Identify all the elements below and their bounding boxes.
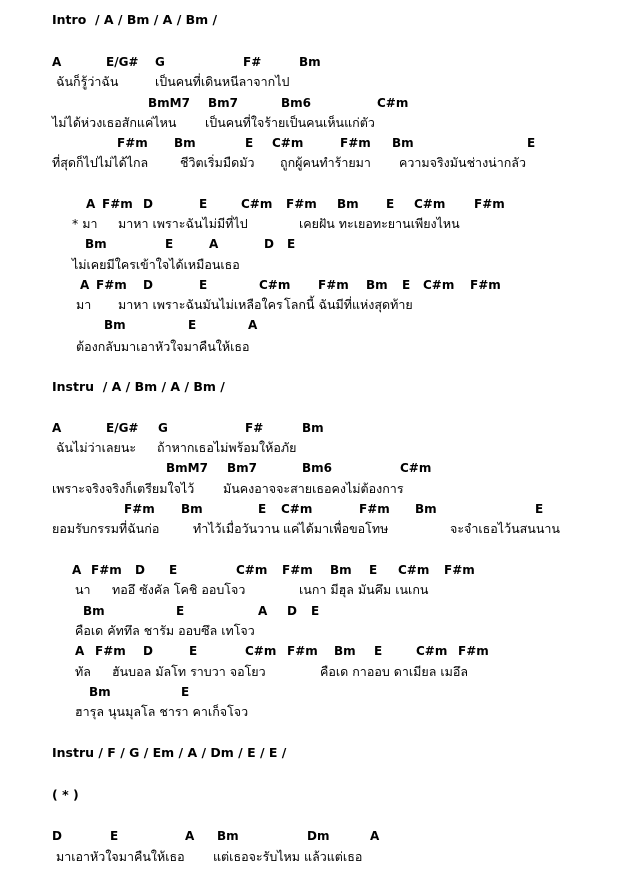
chord-label: F#m	[444, 563, 475, 577]
lyric-text: คือเด กาออบ ดาเมียล เมอึล	[320, 664, 469, 679]
chord-label: Bm	[217, 829, 239, 843]
chord-label: C#m	[236, 563, 268, 577]
chord-label: Bm	[337, 197, 359, 211]
lyric-text: นา	[75, 582, 91, 597]
lyric-text: ฮันบอล มัลโท ราบวา จอโยว	[112, 664, 266, 679]
chord-label: BmM7	[148, 96, 190, 110]
chord-label: F#m	[95, 644, 126, 658]
lyric-text: แค่ได้มาเพื่อขอโทษ	[283, 521, 389, 536]
chord-label: E	[181, 685, 190, 699]
lyric-text: ถ้าหากเธอไม่พร้อมให้อภัย	[157, 440, 297, 455]
lyric-text: ต้องกลับมาเอาหัวใจมาคืนให้เธอ	[76, 339, 250, 354]
chord-label: C#m	[400, 461, 432, 475]
lyric-text: ทออึ ซังคัล โคชิ ออบโจว	[112, 582, 246, 597]
chord-label: D	[135, 563, 145, 577]
chord-label: E	[402, 278, 411, 292]
lyric-text: ฉันก็รู้ว่าฉัน	[56, 74, 119, 89]
chord-label: F#m	[124, 502, 155, 516]
lyric-text: ความจริงมันช่างน่ากลัว	[399, 155, 526, 170]
chord-label: E/G#	[106, 421, 139, 435]
chord-label: C#m	[398, 563, 430, 577]
lyric-text: ทำไว้เมื่อวันวาน	[193, 521, 280, 536]
chord-label: E	[169, 563, 178, 577]
chord-label: Bm	[174, 136, 196, 150]
section-header: Instru / F / G / Em / A / Dm / E / E /	[52, 745, 287, 760]
chord-label: A	[185, 829, 195, 843]
chord-label: F#m	[117, 136, 148, 150]
lyric-text: ที่สุดก็ไปไม่ได้ไกล	[52, 155, 149, 170]
chord-label: G	[158, 421, 168, 435]
chord-label: E	[374, 644, 383, 658]
chord-label: E	[110, 829, 119, 843]
chord-label: G	[155, 55, 165, 69]
chord-label: C#m	[377, 96, 409, 110]
chord-label: Bm	[299, 55, 321, 69]
chord-label: A	[209, 237, 219, 251]
chord-label: E	[245, 136, 254, 150]
chord-label: Bm7	[227, 461, 257, 475]
chord-label: C#m	[272, 136, 304, 150]
chord-label: Bm	[415, 502, 437, 516]
chord-label: E	[188, 318, 197, 332]
chord-label: Bm	[330, 563, 352, 577]
chord-label: F#m	[470, 278, 501, 292]
lyric-text: จะจำเธอไว้นสนนาน	[450, 521, 560, 536]
lyric-text: ไม่ได้ห่วงเธอสักแค่ไหน	[52, 115, 177, 130]
lyric-text: เป็นคนที่ใจร้ายเป็นคนเห็นแก่ตัว	[205, 115, 375, 130]
section-header: Instru / A / Bm / A / Bm /	[52, 379, 225, 394]
lyric-text: ไม่เคยมีใครเข้าใจได้เหมือนเธอ	[72, 257, 240, 272]
chord-label: C#m	[281, 502, 313, 516]
chord-label: D	[143, 644, 153, 658]
chord-label: C#m	[245, 644, 277, 658]
chord-label: D	[264, 237, 274, 251]
chord-label: Bm7	[208, 96, 238, 110]
chord-label: F#m	[91, 563, 122, 577]
chord-label: A	[75, 644, 85, 658]
chord-label: E	[189, 644, 198, 658]
chord-label: A	[52, 55, 62, 69]
lyric-text: เคยฝัน ทะเยอทะยานเพียงไหน	[299, 216, 460, 231]
chord-label: Bm	[302, 421, 324, 435]
chord-label: Bm	[334, 644, 356, 658]
chord-label: F#m	[102, 197, 133, 211]
lyric-text: ชีวิตเริ่มมืดมัว	[180, 155, 255, 170]
chord-label: F#m	[287, 644, 318, 658]
chord-label: A	[80, 278, 90, 292]
chord-label: C#m	[259, 278, 291, 292]
lyric-text: * มา	[72, 216, 98, 231]
chord-label: F#m	[458, 644, 489, 658]
chord-label: E	[199, 278, 208, 292]
lyric-text: ฉันไม่ว่าเลยนะ	[56, 440, 137, 455]
lyric-text: เพราะจริงจริงก็เตรียมใจไว้	[52, 481, 195, 496]
chord-label: E	[165, 237, 174, 251]
chord-label: C#m	[414, 197, 446, 211]
lyric-text: เป็นคนที่เดินหนีลาจากไป	[155, 74, 290, 89]
chord-label: F#m	[96, 278, 127, 292]
chord-label: Bm	[104, 318, 126, 332]
chord-label: E	[535, 502, 544, 516]
chord-label: E	[287, 237, 296, 251]
chord-label: Bm	[85, 237, 107, 251]
chord-label: F#	[243, 55, 262, 69]
chord-label: C#m	[241, 197, 273, 211]
lyric-text: ยอมรับกรรมที่ฉันก่อ	[52, 521, 160, 536]
chord-label: A	[248, 318, 258, 332]
chord-label: D	[143, 197, 153, 211]
chord-label: A	[52, 421, 62, 435]
chord-label: C#m	[423, 278, 455, 292]
lyric-text: เนกา มีฮุล มันคึม เนเกน	[299, 582, 429, 597]
chord-label: E/G#	[106, 55, 139, 69]
chord-label: A	[86, 197, 96, 211]
chord-label: E	[199, 197, 208, 211]
lyric-text: มันคงอาจจะสายเธอคงไม่ต้องการ	[223, 481, 404, 496]
chord-label: D	[143, 278, 153, 292]
chord-label: E	[527, 136, 536, 150]
chord-label: Bm	[89, 685, 111, 699]
chord-label: F#m	[340, 136, 371, 150]
chord-label: E	[176, 604, 185, 618]
chord-label: Dm	[307, 829, 330, 843]
chord-label: F#m	[318, 278, 349, 292]
chord-label: D	[52, 829, 62, 843]
lyric-text: มา	[76, 297, 92, 312]
lyric-text: ทัล	[75, 664, 91, 679]
lyric-text: มาหา เพราะฉันมันไม่เหลือใคร	[118, 297, 283, 312]
chord-label: F#m	[282, 563, 313, 577]
lyric-text: โลกนี้ ฉันมีที่แห่งสุดท้าย	[284, 297, 413, 312]
lyric-text: แต่เธอจะรับไหม แล้วแต่เธอ	[213, 849, 363, 864]
lyric-text: ถูกผู้คนทำร้ายมา	[280, 155, 371, 170]
chord-label: A	[72, 563, 82, 577]
section-header: Intro / A / Bm / A / Bm /	[52, 12, 218, 27]
chord-label: F#m	[286, 197, 317, 211]
chord-label: A	[370, 829, 380, 843]
chord-label: Bm	[392, 136, 414, 150]
chord-label: Bm	[366, 278, 388, 292]
lyric-text: มาเอาหัวใจมาคืนให้เธอ	[56, 849, 185, 864]
chord-label: F#m	[474, 197, 505, 211]
lyric-text: มาหา เพราะฉันไม่มีที่ไป	[118, 216, 248, 231]
chord-label: F#m	[359, 502, 390, 516]
lyric-text: คือเด คัททึล ชารัม ออบซึล เทโจว	[75, 623, 255, 638]
chord-label: E	[369, 563, 378, 577]
chord-label: Bm6	[302, 461, 332, 475]
chord-label: C#m	[416, 644, 448, 658]
chord-label: E	[386, 197, 395, 211]
chord-label: Bm	[83, 604, 105, 618]
chord-label: E	[258, 502, 267, 516]
section-header: ( * )	[52, 787, 79, 802]
chord-label: BmM7	[166, 461, 208, 475]
chord-label: Bm	[181, 502, 203, 516]
lyric-text: ฮารุล นุนมุลโล ชารา คาเก็จโจว	[75, 704, 249, 719]
chord-label: Bm6	[281, 96, 311, 110]
chord-label: F#	[245, 421, 264, 435]
chord-label: D	[287, 604, 297, 618]
chord-label: A	[258, 604, 268, 618]
chord-label: E	[311, 604, 320, 618]
